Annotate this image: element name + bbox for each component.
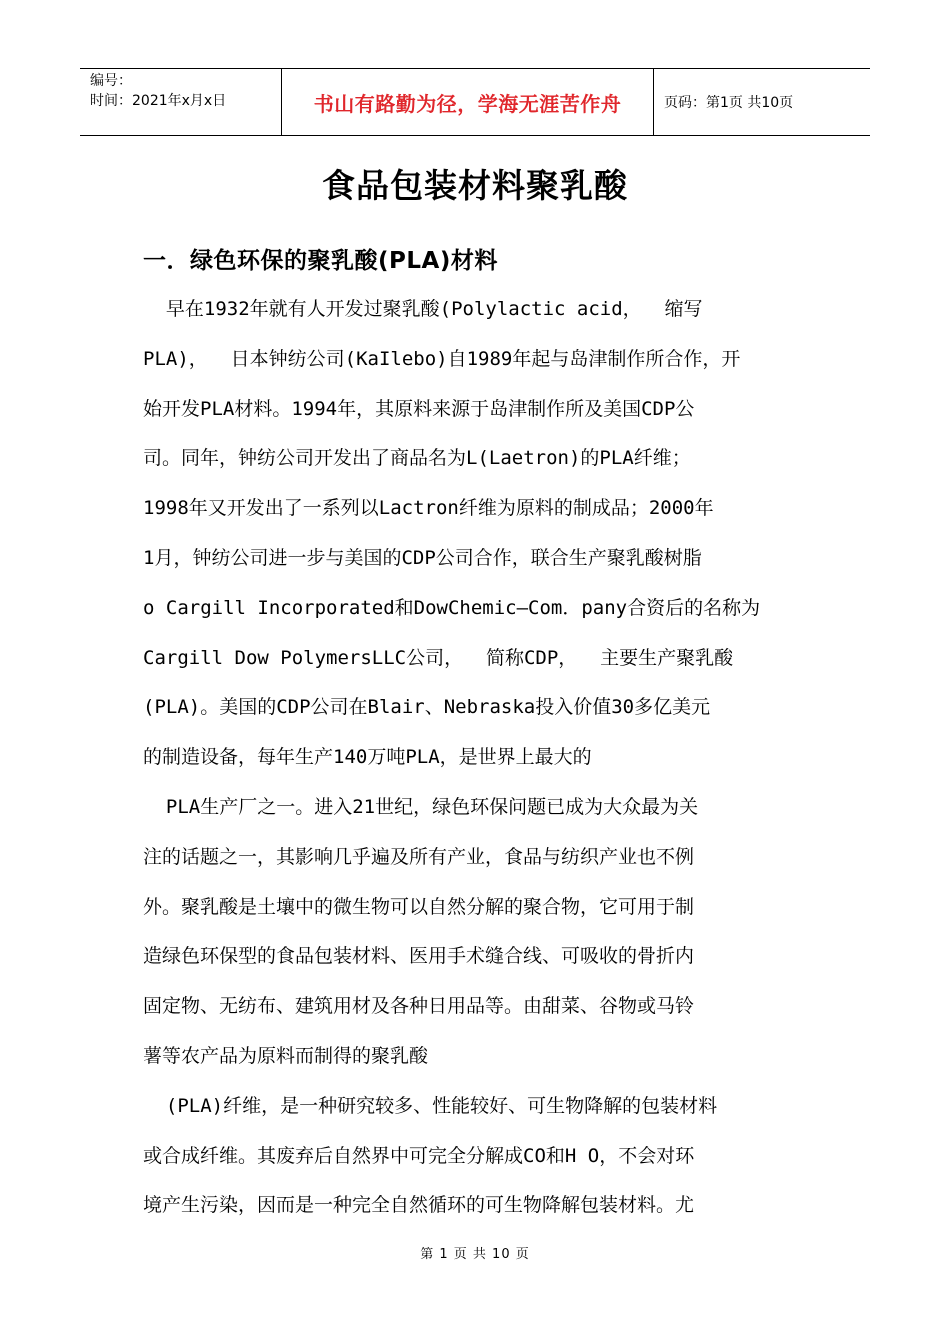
body-line: 或合成纤维。其废弃后自然界中可完全分解成CO和H O，不会对环 xyxy=(143,1144,695,1167)
document-title: 食品包装材料聚乳酸 xyxy=(322,166,628,205)
section-heading: 一．绿色环保的聚乳酸(PLA)材料 xyxy=(143,248,498,274)
body-line: 早在1932年就有人开发过聚乳酸(Polylactic acid， 缩写 xyxy=(143,298,703,320)
body-line: 外。聚乳酸是土壤中的微生物可以自然分解的聚合物，它可用于制 xyxy=(143,895,695,918)
body-paragraph xyxy=(143,285,813,1231)
header-page-info: 页码：第1页 共10页 xyxy=(664,95,794,111)
body-line: (PLA)。美国的CDP公司在Blair、Nebraska投入价值30多亿美元 xyxy=(143,696,711,719)
header-meta xyxy=(80,69,281,135)
header-motto: 书山有路勤为径，学海无涯苦作舟 xyxy=(281,69,654,135)
body-line: o Cargill Incorporated和DowChemic—Com．pany合资后的名称为 xyxy=(143,596,761,619)
body-line: (PLA)纤维，是一种研究较多、性能较好、可生物降解的包装材料 xyxy=(143,1094,718,1117)
body-line: 薯等农产品为原料而制得的聚乳酸 xyxy=(143,1044,429,1067)
body-line: 境产生污染，因而是一种完全自然循环的可生物降解包装材料。尤 xyxy=(143,1194,695,1217)
body-line: PLA生产厂之一。进入21世纪，绿色环保问题已成为大众最为关 xyxy=(143,795,699,818)
body-line: 造绿色环保型的食品包装材料、医用手术缝合线、可吸收的骨折内 xyxy=(143,945,695,968)
body-line: 的制造设备，每年生产140万吨PLA，是世界上最大的 xyxy=(143,746,592,769)
number-label: 编号： xyxy=(90,73,132,89)
body-line: 1月，钟纺公司进一步与美国的CDP公司合作，联合生产聚乳酸树脂 xyxy=(143,546,702,569)
page-footer: 第 1 页 共 10 页 xyxy=(420,1247,530,1262)
body-line: 注的话题之一，其影响几乎遍及所有产业，食品与纺织产业也不例 xyxy=(143,845,695,868)
body-line: 司。同年，钟纺公司开发出了商品名为L(Laetron)的PLA纤维； xyxy=(143,447,691,470)
date-label: 时间：2021年x月x日 xyxy=(90,93,227,109)
body-line: 固定物、无纺布、建筑用材及各种日用品等。由甜菜、谷物或马铃 xyxy=(143,995,695,1018)
body-line: 始开发PLA材料。1994年，其原料来源于岛津制作所及美国CDP公 xyxy=(143,397,695,420)
body-line: Cargill Dow PolymersLLC公司， 简称CDP， 主要生产聚乳酸 xyxy=(143,646,734,669)
body-line: PLA)， 日本钟纺公司(KaIlebo)自1989年起与岛津制作所合作，开 xyxy=(143,347,741,370)
document-header xyxy=(80,68,870,136)
body-line: 1998年又开发出了一系列以Lactron纤维为原料的制成品；2000年 xyxy=(143,497,714,520)
